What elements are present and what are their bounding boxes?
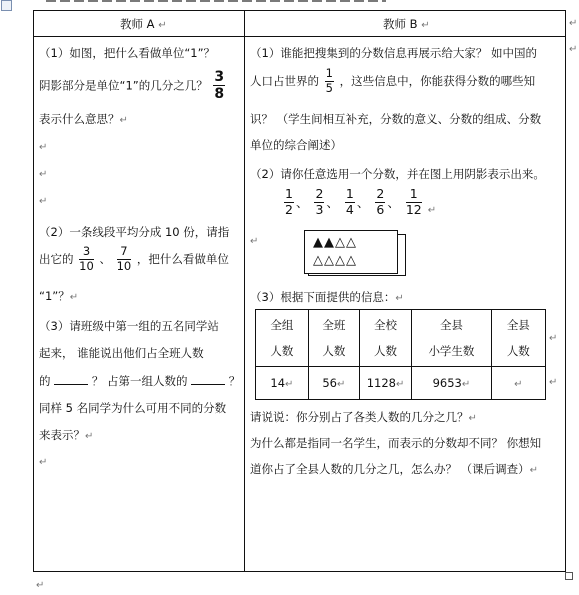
header-divider	[33, 36, 566, 37]
empty-paragraph: ↵	[39, 142, 48, 153]
a-q1-line3: 表示什么意思？↵	[39, 112, 128, 126]
fraction-2-3: $\frac{2}{3}$	[315, 186, 324, 217]
header-teacher-b	[383, 16, 430, 32]
a-q1-line2: 阴影部分是单位“1”的几分之几？ $\frac{3}{8}$	[39, 69, 225, 102]
a-q1-line1: （1）如图，把什么看做单位“1”？	[39, 46, 216, 60]
fraction-1-4: $\frac{1}{4}$	[345, 186, 354, 217]
th-county-total: 全县 人数	[491, 310, 545, 367]
answer-blank[interactable]	[54, 372, 88, 385]
a-q3-line2: 起来， 谁能说出他们占全班人数	[39, 346, 204, 360]
fraction-1-12: $\frac{1}{12}$	[405, 186, 422, 217]
value-county-total[interactable]: ↵	[491, 367, 545, 400]
a-q3-line1: （3）请班级中第一组的五名同学站	[39, 319, 219, 333]
answer-blank[interactable]	[191, 372, 225, 385]
b-q1-line4: 单位的综合阐述）	[250, 138, 342, 152]
fraction-options-row: $\frac{1}{2}$ 、 $\frac{2}{3}$ 、 $\frac{1}{4}$ 、 $\frac{2}{6}$ 、 $\frac{1}{12}$ ↵	[285, 186, 437, 217]
b-q3-line1: （3）根据下面提供的信息：↵	[250, 290, 404, 304]
return-mark: ↵	[158, 20, 167, 31]
row-end-mark: ↵	[569, 18, 578, 29]
value-class: 56↵	[308, 367, 359, 400]
value-group: 14↵	[256, 367, 309, 400]
fraction-1-5: $\frac{1}{5}$	[325, 66, 333, 95]
fraction-3-10: $\frac{3}{10}$	[79, 244, 94, 273]
column-divider	[244, 10, 245, 572]
b-q3-line4: 道你占了全县人数的几分之几，怎么办？ （课后调查）↵	[250, 462, 539, 476]
a-q3-line3: 的 ？ 占第一组人数的 ？	[39, 374, 241, 388]
fraction-2-6: $\frac{2}{6}$	[376, 186, 385, 217]
a-q3-line5: 来表示？↵	[39, 428, 94, 442]
table-move-handle[interactable]	[1, 0, 12, 11]
fraction-1-2: $\frac{1}{2}$	[285, 186, 293, 217]
empty-paragraph: ↵	[39, 169, 48, 180]
b-q1-line1: （1）谁能把搜集到的分数信息再展示给大家？ 如中国的	[250, 46, 537, 60]
empty-paragraph: ↵	[39, 457, 48, 468]
b-q3-line2: 请说说：你分别占了各类人数的几分之几？↵	[250, 410, 477, 424]
triangle-row-top: ▲▲△△	[313, 235, 357, 250]
triangle-row-bottom: △△△△	[313, 253, 357, 268]
empty-paragraph: ↵	[39, 196, 48, 207]
row-end-mark: ↵	[569, 44, 578, 55]
header-teacher-a-label: 教师 A	[120, 17, 155, 31]
a-q2-line3: “1”？↵	[39, 289, 79, 303]
b-q1-line2: 人口占世界的 $\frac{1}{5}$ ，这些信息中，你能获得分数的哪些知	[250, 66, 536, 95]
b-q1-line3: 识？ （学生间相互补充，分数的意义、分数的组成、分数	[250, 112, 542, 126]
a-q2-line2: 出它的 $\frac{3}{10}$ 、 $\frac{7}{10}$ ，把什么看做单位	[39, 244, 229, 273]
b-q2-line1: （2）请你任意选用一个分数，并在图上用阴影表示出来。	[250, 167, 545, 181]
th-group: 全组 人数	[256, 310, 309, 367]
row-end-mark: ↵	[549, 377, 558, 388]
value-school: 1128↵	[359, 367, 411, 400]
th-county-pupils: 全县 小学生数	[412, 310, 491, 367]
a-q2-line1: （2）一条线段平均分成 10 份，请指	[39, 225, 230, 239]
b-q3-line3: 为什么都是指同一名学生，而表示的分数却不同？ 你想知	[250, 436, 542, 450]
th-school: 全校 人数	[359, 310, 411, 367]
top-strip-remnant	[46, 0, 386, 2]
a-q3-line4: 同样 5 名同学为什么可用不同的分数	[39, 401, 227, 415]
empty-paragraph: ↵	[250, 236, 259, 247]
header-teacher-b-label: 教师 B	[383, 17, 418, 31]
triangle-card	[304, 230, 398, 274]
table-resize-handle[interactable]	[565, 572, 573, 580]
row-end-mark: ↵	[549, 333, 558, 344]
fraction-7-10: $\frac{7}{10}$	[116, 244, 132, 273]
return-mark: ↵	[421, 20, 430, 31]
header-teacher-a	[120, 16, 167, 32]
value-county-pupils: 9653↵	[412, 367, 491, 400]
empty-paragraph: ↵	[36, 580, 45, 591]
fraction-3-8: $\frac{3}{8}$	[214, 69, 225, 102]
population-table	[255, 309, 546, 400]
th-class: 全班 人数	[308, 310, 359, 367]
